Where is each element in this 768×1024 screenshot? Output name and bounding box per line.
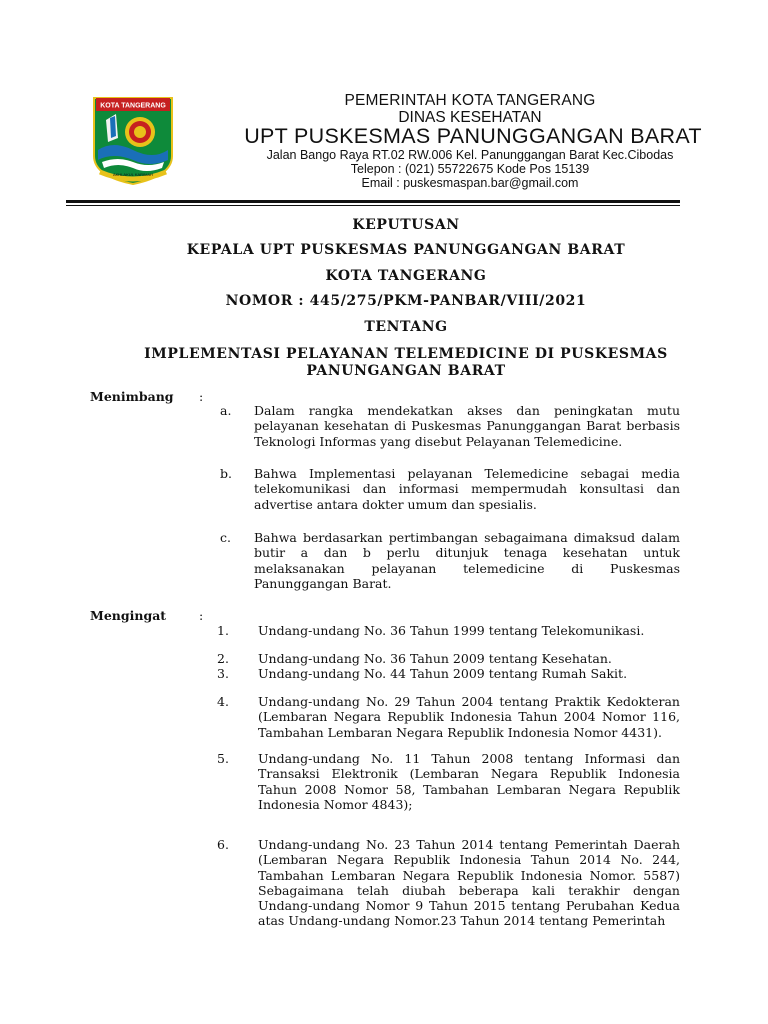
menimbang-item-c-text: Bahwa berdasarkan pertimbangan sebagaimana dimaksud dalam butir a dan b perlu ditunjuk tenaga kesehatan untuk melaksanakan pelayanan telemedicine di Puskesmas Panunggangan Barat. — [254, 530, 680, 591]
menimbang-item-a-marker: a. — [220, 403, 232, 418]
header-address: Jalan Bango Raya RT.02 RW.006 Kel. Panunggangan Barat Kec.Cibodas — [266, 148, 674, 162]
header-institution: UPT PUSKESMAS PANUNGGANGAN BARAT — [244, 124, 702, 148]
title-subject-line2: PANUNGANGAN BARAT — [306, 363, 506, 379]
title-kepala: KEPALA UPT PUSKESMAS PANUNGGANGAN BARAT — [186, 242, 626, 258]
title-kota: KOTA TANGERANG — [325, 268, 487, 284]
mengingat-item-6-text: Undang-undang No. 23 Tahun 2014 tentang Pemerintah Daerah (Lembaran Negara Republik Indonesia Tahun 2014 No. 244, Tambahan Lembaran Negara Republik Indonesia Nomor. 5587) Sebagaimana telah diubah beberapa kali terakhir dengan Undang-undang Nomor 9 Tahun 2015 tentang Perubahan Kedua atas Undang-undang Nomor.23 Tahun 2014 tentang Pemerintah — [258, 837, 680, 929]
mengingat-item-6-marker: 6. — [217, 837, 229, 852]
mengingat-item-2-marker: 2. — [217, 651, 229, 666]
mengingat-item-3-text: Undang-undang No. 44 Tahun 2009 tentang Rumah Sakit. — [258, 666, 628, 681]
svg-text:KOTA TANGERANG: KOTA TANGERANG — [100, 102, 166, 110]
mengingat-colon: : — [199, 608, 204, 623]
header-department: DINAS KESEHATAN — [398, 109, 542, 126]
header-divider-thick — [66, 200, 680, 203]
header-divider-thin — [66, 205, 680, 206]
menimbang-item-a-text: Dalam rangka mendekatkan akses dan peningkatan mutu pelayanan kesehatan di Puskesmas Panunggangan Barat berbasis Teknologi Informas yang disebut Pelayanan Telemedicine. — [254, 403, 680, 449]
menimbang-item-b-text: Bahwa Implementasi pelayanan Telemedicine sebagai media telekomunikasi dan informasi mempermudah konsultasi dan advertise antara dokter umum dan spesialis. — [254, 466, 680, 512]
header-phone: Telepon : (021) 55722675 Kode Pos 15139 — [350, 162, 590, 176]
title-tentang: TENTANG — [364, 319, 448, 335]
mengingat-item-1-marker: 1. — [217, 623, 229, 638]
title-keputusan: KEPUTUSAN — [352, 217, 460, 233]
header-email: Email : puskesmaspan.bar@gmail.com — [361, 176, 579, 190]
mengingat-item-3-marker: 3. — [217, 666, 229, 681]
mengingat-item-4-marker: 4. — [217, 694, 229, 709]
mengingat-item-5-text: Undang-undang No. 11 Tahun 2008 tentang Informasi dan Transaksi Elektronik (Lembaran Negara Republik Indonesia Tahun 2008 Nomor 58, Tambahan Lembaran Negara Republik Indonesia Nomor 4843); — [258, 751, 680, 812]
mengingat-item-2-text: Undang-undang No. 36 Tahun 2009 tentang Kesehatan. — [258, 651, 612, 666]
menimbang-colon: : — [199, 389, 204, 404]
header-government: PEMERINTAH KOTA TANGERANG — [344, 92, 596, 109]
svg-text:AKHLAKUL KARIMAH: AKHLAKUL KARIMAH — [112, 172, 154, 177]
mengingat-label: Mengingat — [90, 608, 167, 623]
title-nomor: NOMOR : 445/275/PKM-PANBAR/VIII/2021 — [225, 293, 587, 309]
title-subject-line1: IMPLEMENTASI PELAYANAN TELEMEDICINE DI PUSKESMAS — [144, 346, 668, 362]
mengingat-item-4-text: Undang-undang No. 29 Tahun 2004 tentang Praktik Kedokteran (Lembaran Negara Republik Indonesia Tahun 2004 Nomor 116, Tambahan Lembaran Negara Republik Indonesia Nomor 4431). — [258, 694, 680, 740]
mengingat-item-5-marker: 5. — [217, 751, 229, 766]
menimbang-item-c-marker: c. — [220, 530, 231, 545]
mengingat-item-1-text: Undang-undang No. 36 Tahun 1999 tentang Telekomunikasi. — [258, 623, 645, 638]
menimbang-label: Menimbang — [90, 389, 174, 404]
kota-tangerang-emblem-icon — [88, 94, 178, 186]
menimbang-item-b-marker: b. — [220, 466, 232, 481]
